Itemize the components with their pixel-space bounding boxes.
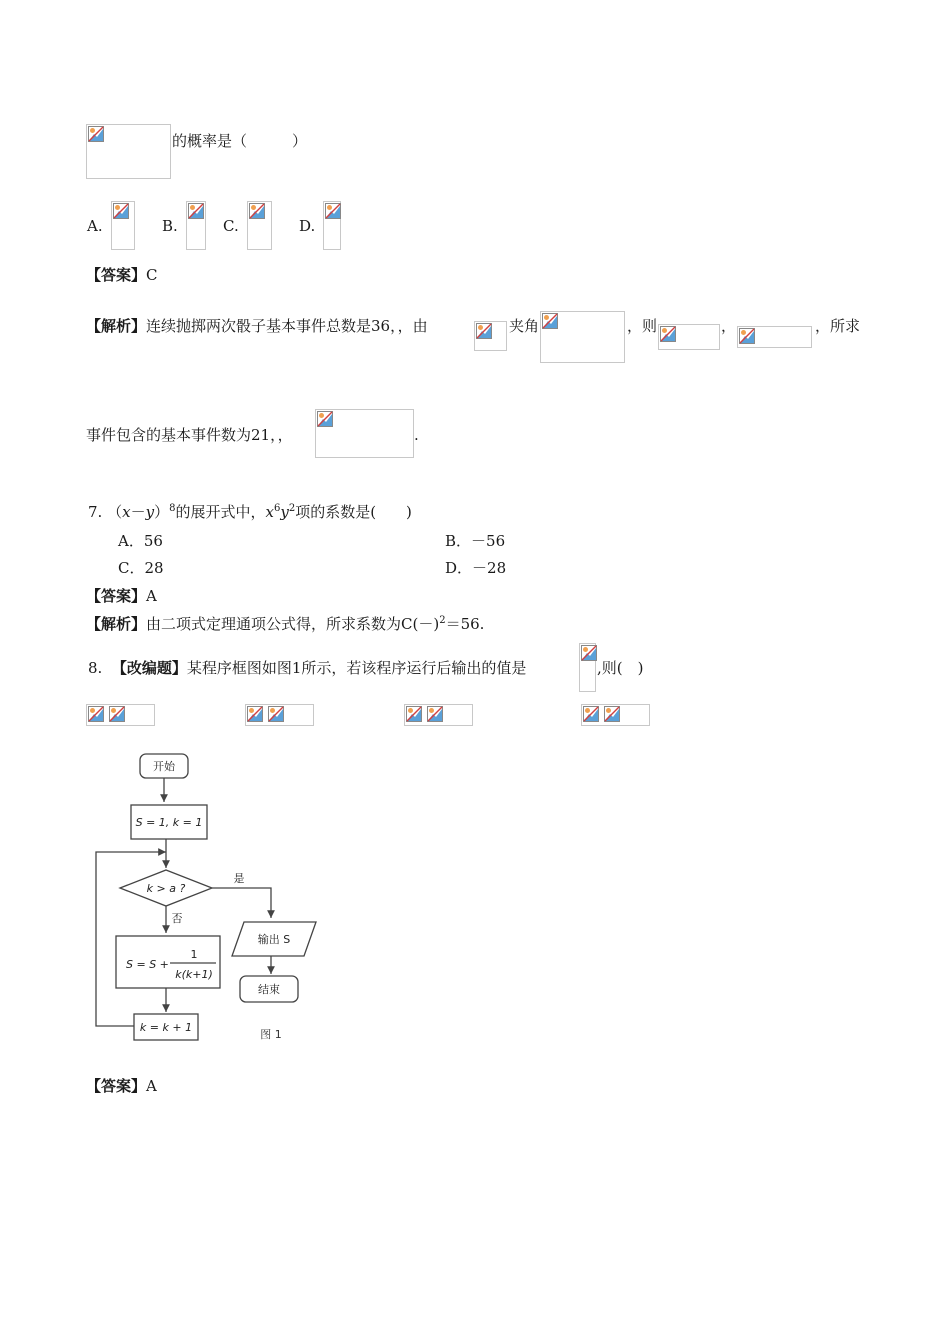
q7-stem-end: 项的系数是( ) bbox=[295, 503, 412, 521]
image-placeholder-option-d bbox=[323, 201, 341, 250]
answer-value: A bbox=[146, 587, 157, 605]
flow-start-label: 开始 bbox=[153, 760, 175, 773]
broken-image-icon bbox=[406, 706, 422, 722]
broken-image-icon bbox=[268, 706, 284, 722]
q7-option-d: D．－28 bbox=[445, 559, 507, 577]
q7-exp-8: 8 bbox=[169, 503, 176, 514]
q7-option-b: B．－56 bbox=[445, 532, 506, 550]
broken-image-icon bbox=[88, 706, 104, 722]
image-placeholder-event bbox=[86, 124, 171, 179]
image-placeholder-q8-option-a bbox=[86, 704, 155, 726]
answer-value: A bbox=[146, 1077, 157, 1095]
broken-image-icon bbox=[88, 126, 104, 142]
flow-no-label: 否 bbox=[171, 912, 183, 925]
analysis-text-5: ，所求 bbox=[815, 317, 861, 335]
analysis-text-3: ，则 bbox=[627, 317, 658, 335]
broken-image-icon bbox=[249, 203, 265, 219]
q7-answer bbox=[86, 586, 157, 606]
flow-yes-label: 是 bbox=[233, 872, 245, 885]
image-placeholder-formula-2 bbox=[737, 326, 812, 348]
q6-analysis-start bbox=[86, 316, 428, 336]
q7-number: 7. bbox=[88, 503, 103, 521]
q8-stem-text: 某程序框图如图1所示，若该程序运行后输出的值是 bbox=[186, 659, 527, 677]
flow-update-k-label: k = k + 1 bbox=[139, 1021, 193, 1034]
flow-update-s-num: 1 bbox=[190, 948, 198, 961]
broken-image-icon bbox=[247, 706, 263, 722]
q8-answer bbox=[86, 1076, 157, 1096]
q7-term-exp6: 6 bbox=[273, 503, 281, 514]
q8-stem bbox=[88, 658, 526, 678]
broken-image-icon bbox=[739, 328, 755, 344]
q7-option-c: C．28 bbox=[118, 559, 164, 577]
answer-label: 【答案】 bbox=[86, 1077, 147, 1095]
image-placeholder-option-b bbox=[186, 201, 206, 250]
analysis-end: ＝56. bbox=[445, 615, 485, 633]
image-placeholder-option-c bbox=[247, 201, 272, 250]
q7-term-exp2: 2 bbox=[288, 503, 296, 514]
flowchart bbox=[86, 748, 326, 1048]
q6-option-a-label: A. bbox=[87, 217, 103, 235]
q7-analysis bbox=[86, 614, 484, 634]
analysis-label: 【解析】 bbox=[86, 317, 147, 335]
broken-image-icon bbox=[476, 323, 492, 339]
q6-option-b-label: B. bbox=[162, 217, 178, 235]
analysis-text-2: 夹角 bbox=[509, 317, 540, 335]
broken-image-icon bbox=[113, 203, 129, 219]
q7-var-y: y bbox=[145, 503, 155, 521]
flow-update-s-prefix: S = S + bbox=[126, 958, 169, 971]
image-placeholder-angle bbox=[540, 311, 625, 363]
image-placeholder-q8-option-c bbox=[404, 704, 473, 726]
analysis-text-1: 连续抛掷两次骰子基本事件总数是36，，由 bbox=[146, 317, 428, 335]
q7-paren-open: （ bbox=[107, 503, 123, 521]
broken-image-icon bbox=[581, 645, 597, 661]
analysis-end: . bbox=[414, 426, 419, 444]
broken-image-icon bbox=[542, 313, 558, 329]
q8-tag: 【改编题】 bbox=[111, 659, 187, 677]
q7-term-x: x bbox=[265, 503, 274, 521]
analysis-exp: 2 bbox=[439, 615, 446, 626]
answer-value: C bbox=[146, 266, 158, 284]
q6-answer bbox=[86, 265, 158, 285]
q7-option-a: A．56 bbox=[118, 532, 163, 550]
analysis-line-2: 事件包含的基本事件数为21，， bbox=[86, 426, 293, 444]
q6-option-c-label: C. bbox=[223, 217, 239, 235]
image-placeholder-option-a bbox=[111, 201, 135, 250]
flow-condition-label: k > a ? bbox=[146, 882, 186, 895]
answer-label: 【答案】 bbox=[86, 587, 147, 605]
image-placeholder-probability bbox=[315, 409, 414, 458]
analysis-label: 【解析】 bbox=[86, 615, 147, 633]
broken-image-icon bbox=[660, 326, 676, 342]
flow-init-label: S = 1, k = 1 bbox=[135, 816, 203, 829]
q7-minus: － bbox=[130, 503, 146, 521]
answer-label: 【答案】 bbox=[86, 266, 147, 284]
q6-option-d-label: D. bbox=[299, 217, 316, 235]
image-placeholder-vector bbox=[474, 321, 507, 351]
flow-end-label: 结束 bbox=[258, 983, 280, 996]
broken-image-icon bbox=[317, 411, 333, 427]
q7-var-x: x bbox=[122, 503, 131, 521]
flow-output-label: 输出 S bbox=[257, 933, 291, 946]
broken-image-icon bbox=[109, 706, 125, 722]
broken-image-icon bbox=[427, 706, 443, 722]
q7-paren-close: ） bbox=[154, 503, 170, 521]
broken-image-icon bbox=[188, 203, 204, 219]
q8-number: 8. bbox=[88, 659, 103, 677]
broken-image-icon bbox=[583, 706, 599, 722]
q7-stem-text: 的展开式中， bbox=[175, 503, 266, 521]
image-placeholder-formula-1 bbox=[658, 324, 720, 350]
flow-update-s-den: k(k+1) bbox=[175, 968, 213, 981]
broken-image-icon bbox=[604, 706, 620, 722]
broken-image-icon bbox=[325, 203, 341, 219]
image-placeholder-output-value bbox=[579, 643, 596, 692]
q6-stem-suffix: 的概率是（ ） bbox=[172, 132, 308, 150]
analysis-text: 由二项式定理通项公式得，所求系数为C(－) bbox=[146, 615, 440, 633]
image-placeholder-q8-option-b bbox=[245, 704, 314, 726]
q7-term-y: y bbox=[280, 503, 289, 521]
q7-stem bbox=[88, 502, 412, 522]
image-placeholder-q8-option-d bbox=[581, 704, 650, 726]
flow-caption: 图 1 bbox=[260, 1028, 282, 1041]
analysis-text-4: ， bbox=[721, 317, 737, 335]
q8-stem-end: ,则( ) bbox=[597, 659, 644, 677]
